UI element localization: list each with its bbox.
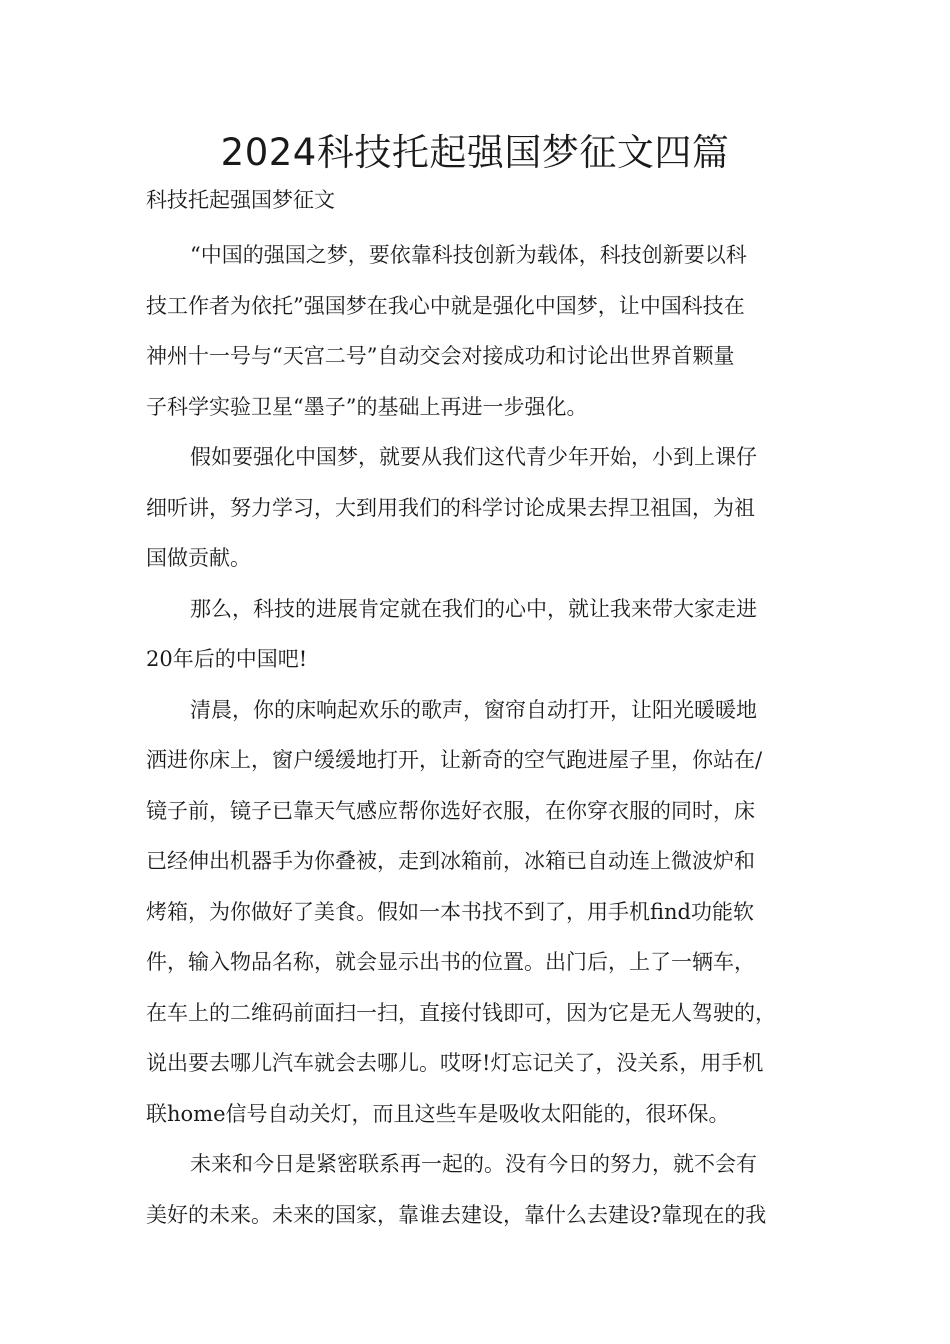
text-line: 子科学实验卫星“墨子”的基础上再进一步强化。 <box>146 394 588 419</box>
text-line: 假如要强化中国梦，就要从我们这代青少年开始，小到上课仔 <box>190 445 757 469</box>
text-line: 在车上的二维码前面扫一扫，直接付钱即可，因为它是无人驾驶的， <box>146 1000 776 1025</box>
document-body <box>146 230 816 1240</box>
paragraph <box>146 685 816 1140</box>
document-title: 2024科技托起强国梦征文四篇 <box>220 131 730 174</box>
paragraph <box>146 1139 816 1240</box>
text-line: 未来和今日是紧密联系再一起的。没有今日的努力，就不会有 <box>190 1152 757 1176</box>
text-line: 联home信号自动关灯，而且这些车是吸收太阳能的，很环保。 <box>146 1101 730 1126</box>
document-subtitle: 科技托起强国梦征文 <box>146 188 335 212</box>
text-line: 神州十一号与“天宫二号”自动交会对接成功和讨论出世界首颗量 <box>146 344 735 368</box>
text-line: 件，输入物品名称，就会显示出书的位置。出门后，上了一辆车， <box>146 950 755 974</box>
text-line: 20年后的中国吧! <box>146 647 308 671</box>
text-line: 镜子前，镜子已靠天气感应帮你选好衣服，在你穿衣服的同时，床 <box>146 798 755 823</box>
text-line: 美好的未来。未来的国家，靠谁去建设，靠什么去建设?靠现在的我 <box>146 1202 767 1227</box>
text-line: 已经伸出机器手为你叠被，走到冰箱前，冰箱已自动连上微波炉和 <box>146 849 755 873</box>
paragraph <box>146 584 816 685</box>
text-line: 细听讲，努力学习，大到用我们的科学讨论成果去捍卫祖国，为祖 <box>146 495 755 520</box>
text-line: 国做贡献。 <box>146 546 251 570</box>
text-line: 烤箱，为你做好了美食。假如一本书找不到了，用手机find功能软 <box>146 899 754 924</box>
text-line: “中国的强国之梦，要依靠科技创新为载体，科技创新要以科 <box>190 243 747 267</box>
text-line: 技工作者为依托”强国梦在我心中就是强化中国梦，让中国科技在 <box>146 293 745 318</box>
text-line: 说出要去哪儿汽车就会去哪儿。哎呀!灯忘记关了，没关系，用手机 <box>146 1051 764 1075</box>
paragraph <box>146 230 816 432</box>
text-line: 那么，科技的进展肯定就在我们的心中，就让我来带大家走进 <box>190 596 757 621</box>
text-line: 洒进你床上，窗户缓缓地打开，让新奇的空气跑进屋子里，你站在/ <box>146 748 763 772</box>
text-line: 清晨，你的床响起欢乐的歌声，窗帘自动打开，让阳光暖暖地 <box>190 697 757 722</box>
paragraph <box>146 432 816 584</box>
